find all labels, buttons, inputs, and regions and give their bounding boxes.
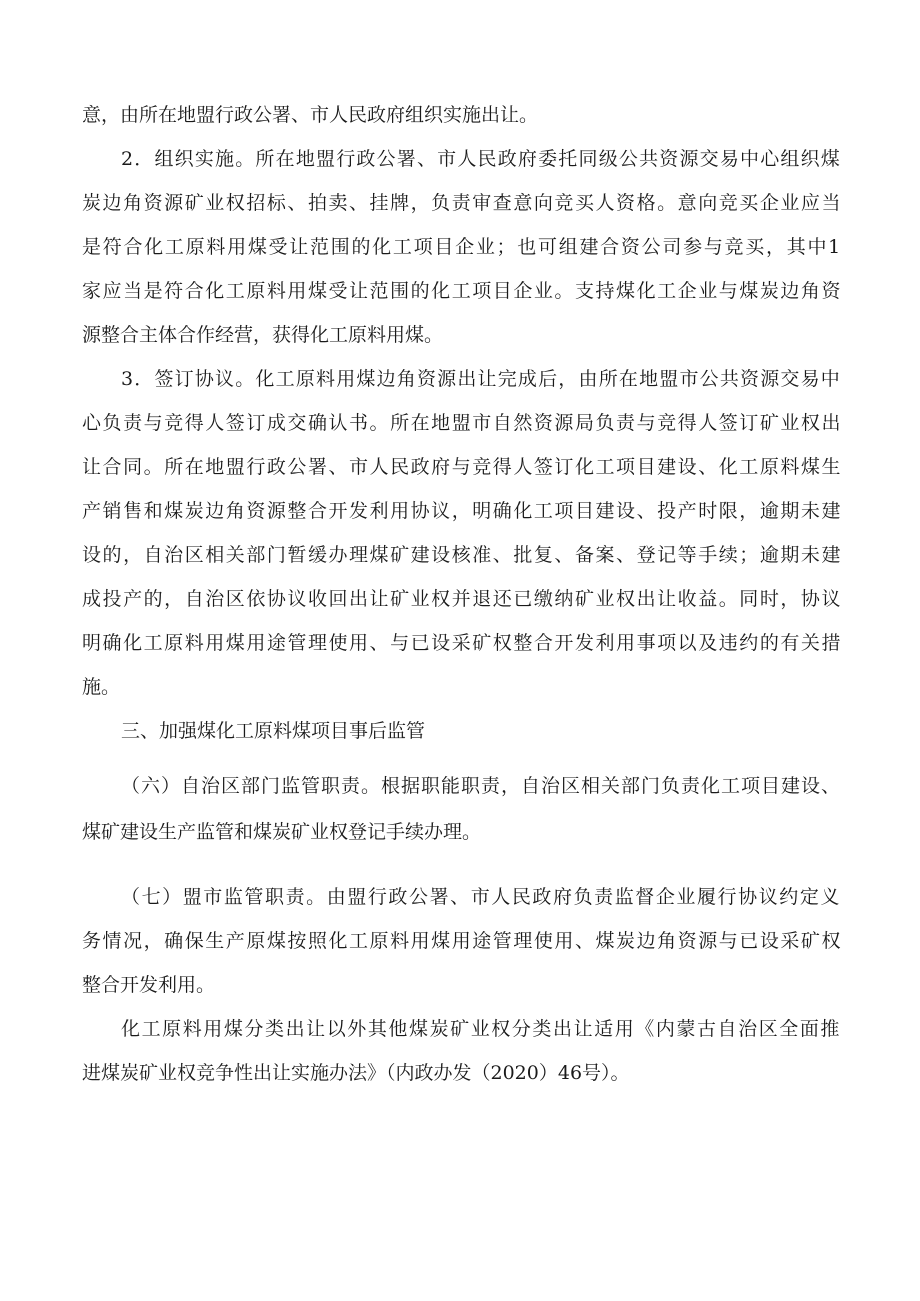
text-line-4: 是符合化工原料用煤受让范围的化工项目企业；也可组建合资公司参与竞买，其中1: [82, 236, 842, 258]
text-line-9: 让合同。所在地盟行政公署、市人民政府与竞得人签订化工项目建设、化工原料煤生: [82, 456, 842, 478]
text-line-11: 设的，自治区相关部门暂缓办理煤矿建设核准、批复、备案、登记等手续；逾期未建: [82, 544, 842, 566]
section-heading: 三、加强煤化工原料煤项目事后监管: [121, 720, 426, 742]
text-line-13: 明确化工原料用煤用途管理使用、与已设采矿权整合开发利用事项以及违约的有关措: [82, 632, 842, 654]
text-line-1: 意，由所在地盟行政公署、市人民政府组织实施出让。: [82, 104, 539, 126]
text-line-12: 成投产的，自治区依协议收回出让矿业权并退还已缴纳矿业权出让收益。同时，协议: [82, 588, 842, 610]
text-line-17: 煤矿建设生产监管和煤炭矿业权登记手续办理。: [82, 821, 482, 843]
text-line-21: 化工原料用煤分类出让以外其他煤炭矿业权分类出让适用《内蒙古自治区全面推: [121, 1018, 841, 1040]
text-line-22: 进煤炭矿业权竞争性出让实施办法》（内政办发（2020）46号）。: [82, 1062, 630, 1084]
text-line-2: 2．组织实施。所在地盟行政公署、市人民政府委托同级公共资源交易中心组织煤: [121, 148, 841, 170]
text-line-16: （六）自治区部门监管职责。根据职能职责，自治区相关部门负责化工项目建设、: [121, 775, 841, 797]
text-line-6: 源整合主体合作经营，获得化工原料用煤。: [82, 324, 444, 346]
text-line-5: 家应当是符合化工原料用煤受让范围的化工项目企业。支持煤化工企业与煤炭边角资: [82, 280, 842, 302]
text-line-7: 3．签订协议。化工原料用煤边角资源出让完成后，由所在地盟市公共资源交易中: [121, 368, 841, 390]
text-line-14: 施。: [82, 676, 121, 698]
text-line-18: （七）盟市监管职责。由盟行政公署、市人民政府负责监督企业履行协议约定义: [121, 886, 841, 908]
text-line-10: 产销售和煤炭边角资源整合开发利用协议，明确化工项目建设、投产时限，逾期未建: [82, 500, 842, 522]
text-line-8: 心负责与竞得人签订成交确认书。所在地盟市自然资源局负责与竞得人签订矿业权出: [82, 412, 842, 434]
text-line-3: 炭边角资源矿业权招标、拍卖、挂牌，负责审查意向竞买人资格。意向竞买企业应当: [82, 192, 842, 214]
text-line-19: 务情况，确保生产原煤按照化工原料用煤用途管理使用、煤炭边角资源与已设采矿权: [82, 930, 842, 952]
text-line-20: 整合开发利用。: [82, 974, 216, 996]
